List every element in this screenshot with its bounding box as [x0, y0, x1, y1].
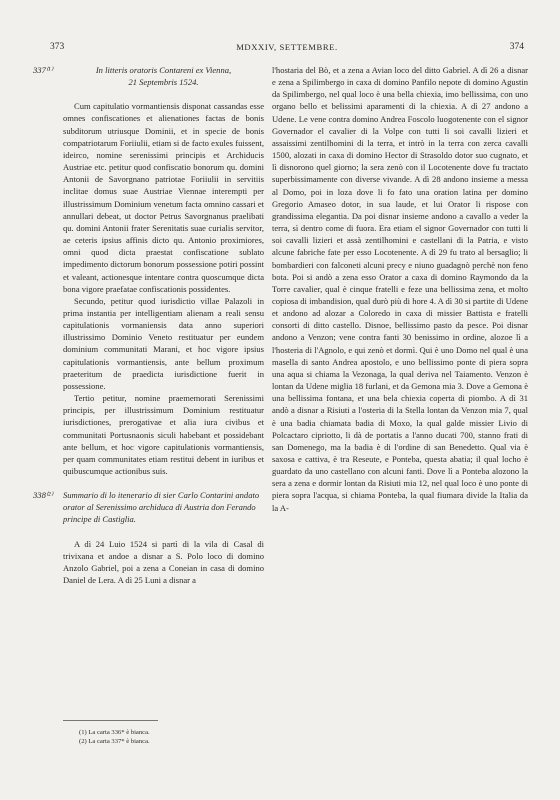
footnote: (2) La carta 337* è bianca.	[79, 738, 150, 746]
page-number-left: 373	[50, 42, 65, 52]
entry-number: 337⁽¹⁾	[33, 65, 53, 75]
page-number-right: 374	[509, 42, 524, 52]
entry-title: Summario di lo itenerario di sier Carlo Contarini andato orator al Serenissimo archiduca di Austria don Ferando principe di Castiglia.	[63, 490, 260, 525]
running-header	[50, 42, 524, 56]
entry-number: 338⁽²⁾	[33, 490, 53, 501]
paragraph: Cum capitulatio vormantiensis disponat cassandas esse omnes confiscationes et alienationes factas de bonis subditorum utriusque Dominii, et in specie de bonis compatriotarum Foriiulii, etiam si de facto exules fuissent, ideirco, nomine serenissimi principis et Archiducis Austriae etc. petitur quod confiscatio bonorum qu. domini Antonii de Savorgnano patriotae Foriiulii in servitiis inclitae domus suae Austriae Viennae interempti per illustrissimum Dominium venetum facta omnino cassari et annullari debeat, ut doctor Petrus Savorgnanus praelibati qu. domini Antonii frater Serenitatis suae curialis servitor, ae ceteris ipsius affinis dicto qu. Antonio proximiores, omni quod dicta praestat confiscatione sublato impedimento dictorum bonorum possessione potiri possint et valeant, actionesque intentare contra quoscumque dicta bona vigore praefatae confiscationis possidentes.	[63, 101, 264, 294]
paragraph: Secundo, petitur quod iurisdictio villae Palazoli in prima instantia per intelligentiam alienam a reali sensu capitulationis vormaniensis data anno superiori illustrissimo Dominio Veneto restituatur per eundem dominium communitati Marani, et hoc vigore ipsius capitulationis vormantiensis, ante bellum proximum praeteritum de praedicta iurisdictione fuerit in possessione.	[63, 295, 264, 391]
left-column	[33, 64, 264, 586]
entry-338	[33, 489, 264, 586]
paragraph: Tertio petitur, nomine praememorati Serenissimi principis, per illustrissimum Dominium restituatur iurisdictiones, prerogativae et alia iura civibus et communitati Portusnaonis siculi habebant et possidebant ante bellum, et hoc vigore capitulationis vormantiensis, per quam communitates etiam restitui debent in iuribus et quibuscumque actionibus suis.	[63, 393, 264, 476]
footnotes	[79, 728, 269, 747]
paragraph: A dì 24 Luio 1524 si partì di la vila di Casal di trivixana et andoe a disnar a S. Polo loco di domino Anzolo Gabriel, poi a zena a Coneian in casa di domino Daniel de Lera. A dì 25 Luni a disnar a	[63, 538, 264, 586]
entry-337	[33, 64, 264, 477]
right-column	[272, 64, 528, 514]
footnote: (1) La carta 336* è bianca.	[79, 729, 150, 736]
running-title: MDXXIV, SETTEMBRE.	[236, 42, 338, 52]
entry-title: In litteris oratoris Contareni ex Vienna,	[95, 65, 232, 75]
footnote-rule	[63, 720, 158, 721]
entry-date: 21 Septembris 1524.	[128, 77, 199, 88]
paragraph: l'hostaria del Bò, et a zena a Avian loco del ditto Gabriel. A dì 26 a disnar e zena a Spilimbergo in caxa di domino Panfilo nepote di domino Agustin da Spilimbergo, nel qual loco è una bella chiexia, imo bellissima, con uno organo bello et belissimi aparamenti di la chiexia. A dì 27 andono a Udene. Le vene contra domino Andrea Foscolo luogotenente con el signor Governador el cavalier di la Volpe con tutti li soi cavalli lizieri et assaissimi zentilhomini di la terra, et intrò in la terra con zerca cavalli 1500, alozati in caxa di domino Hector di Strasoldo dotor suo cugnato, et lì disnorono quel giorno; la sera zenò con il Locotenente dove fu tractato superbissimamente con diverse vivande. A dì 28 andono insieme a messa al Domo, poi in loza dove li fo fato una oration latina per domino Gregorio Amaseo dotor, in sua laude, et lui Orator li rispose con grandissima elegantia. Da poi disnar insieme andono a cavallo a veder la terra, sì dentro come di fuora. Era etiam el signor Governador con tutti li soi cavalli lizieri et assà zentilhomini e castellani di la Patria, e visto alcune fabriche fate per esso Locotenente. A dì 29 fu trato al bersaglio; li bombardieri con falconeti alcuni precy e niuno guadagnò perchè non feno bota. Poi si andò a zena esso Orator a caxa di domino Raymondo da la Torre cavalier, qual è cinque fratelli e feze una bellissima zena, et molto copiosa di imbandision, qual durò più di hore 4. A dì 30 si partite di Udene et andono ad alozar a Coloredo in caxa di missier Battista e fratelli consorti di ditto castello. Disnoe, bellissimo pasto da pesce. Poi disnar andono a Venzon; vene contra fanti 30 benissimo in ordine, alozoe lì a l'hosteria di l'Agnolo, e qui zenò et dormì. Qui è uno Domo nel qual è una masella di santo Andrea apostolo, e uno bellissimo ponte di piera sopra una aqua si chiama la Vezonaga, la qual deriva nel Taiamento. Venzon è lontan da Udene miglia 18 furlani, et da Gemona mia 3. Dove a Gemona è una bellissima fontana, et una bela chiexia coperta di piombo. A dì 31 andò a disnar a Risiuti a l'osteria di la Stella lontan da Venzon mia 7, qual è una badia chiamata badia di Moxo, la qual galde missier Livio di Polcactaro cipriotto, li dà de portatis a l'anno ducati 700, stanno frati di san Domenego, ma la badia è di l'ordine di san Benedetto. Qual via è saxosa e cattiva, è tra Reseute, e Ponteba, questa abatia; il qual locho è guardato da uno castellano con alcuni fanti. Dove lì a Ponteba alozono la sera a zena e dormir lontan da Risiuti mia 12, nel qual loco è uno ponte di piera sopra l'acqua, si chiama Ponteba, la qual fiumara divide la Italia da la A-	[272, 65, 528, 513]
